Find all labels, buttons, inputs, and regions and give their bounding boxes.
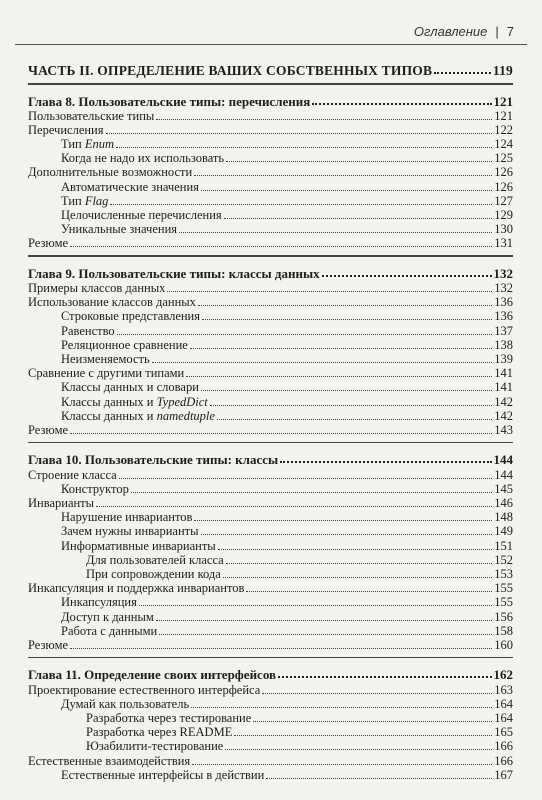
entry-title: Примеры классов данных xyxy=(28,281,166,296)
entry-page: 148 xyxy=(494,510,513,525)
toc-entry[interactable] xyxy=(28,581,513,595)
dot-leader xyxy=(119,478,493,479)
entry-title: Резюме xyxy=(28,422,69,437)
entry-title: Пользовательские типы xyxy=(28,108,155,123)
entry-page: 155 xyxy=(494,581,513,596)
dot-leader xyxy=(278,676,491,678)
toc-entry[interactable] xyxy=(28,151,513,165)
entry-page: 130 xyxy=(494,222,513,237)
entry-page: 131 xyxy=(494,236,513,251)
entry-page: 166 xyxy=(494,753,513,768)
dot-leader xyxy=(152,362,493,363)
entry-title: Строковые представления xyxy=(61,309,200,324)
toc-entry[interactable] xyxy=(28,595,513,609)
toc-entry[interactable] xyxy=(28,725,513,739)
toc-entry[interactable] xyxy=(28,352,513,366)
entry-title: Разработка через README xyxy=(86,725,233,740)
chapter-divider xyxy=(28,657,513,659)
entry-title: Классы данных и TypedDict xyxy=(61,394,208,409)
part-title: ЧАСТЬ II. ОПРЕДЕЛЕНИЕ ВАШИХ СОБСТВЕННЫХ ТИПОВ xyxy=(28,63,433,78)
part-heading[interactable] xyxy=(28,58,513,78)
toc-entry[interactable] xyxy=(28,553,513,567)
entry-title: Перечисления xyxy=(28,122,104,137)
dot-leader xyxy=(96,506,492,507)
toc-entry[interactable] xyxy=(28,394,513,408)
toc-entry[interactable] xyxy=(28,179,513,193)
entry-title: Резюме xyxy=(28,637,69,652)
entry-title: Резюме xyxy=(28,236,69,251)
dot-leader xyxy=(280,461,491,463)
entry-title: Уникальные значения xyxy=(61,222,178,237)
entry-page: 160 xyxy=(494,637,513,652)
entry-page: 136 xyxy=(494,309,513,324)
entry-page: 141 xyxy=(494,380,513,395)
toc-entry[interactable] xyxy=(28,366,513,380)
entry-title: Тип Enum xyxy=(61,137,114,152)
entry-title-italic: Flag xyxy=(84,193,109,208)
page-header xyxy=(0,0,542,46)
entry-title: Разработка через тестирование xyxy=(86,710,252,725)
entry-title: Классы данных и namedtuple xyxy=(61,408,215,423)
toc-entry[interactable] xyxy=(28,281,513,295)
entry-title: Целочисленные перечисления xyxy=(61,208,222,222)
toc-entry[interactable] xyxy=(28,482,513,496)
toc-entry[interactable] xyxy=(28,309,513,323)
entry-title: Работа с данными xyxy=(61,623,158,638)
header-rule xyxy=(15,44,527,45)
entry-title: Думай как пользователь xyxy=(61,696,190,711)
dot-leader xyxy=(202,319,492,320)
entry-page: 137 xyxy=(494,323,513,338)
dot-leader xyxy=(312,103,491,105)
dot-leader xyxy=(131,492,492,493)
dot-leader xyxy=(194,520,492,521)
dot-leader xyxy=(190,348,492,349)
entry-title: Когда не надо их использовать xyxy=(61,151,225,166)
entry-title: Сравнение с другими типами xyxy=(28,366,185,381)
chapter-title: Глава 11. Определение своих интерфейсов xyxy=(28,667,277,683)
entry-page: 156 xyxy=(494,609,513,624)
entry-title: Естественные взаимодействия xyxy=(28,753,191,768)
dot-leader xyxy=(179,232,492,233)
entry-page: 142 xyxy=(494,394,513,409)
entry-page: 121 xyxy=(494,108,513,123)
entry-page: 146 xyxy=(494,496,513,510)
dot-leader xyxy=(434,72,491,74)
chapter-title: Глава 8. Пользовательские типы: перечисления xyxy=(28,93,311,109)
entry-page: 163 xyxy=(494,682,513,697)
entry-page: 122 xyxy=(494,122,513,137)
dot-leader xyxy=(139,605,492,606)
toc-entry[interactable] xyxy=(28,624,513,638)
entry-page: 141 xyxy=(494,366,513,381)
toc-entry[interactable] xyxy=(28,609,513,623)
toc-entry[interactable] xyxy=(28,538,513,552)
entry-title: Информативные инварианты xyxy=(61,538,216,553)
dot-leader xyxy=(234,735,492,736)
dot-leader xyxy=(266,778,492,779)
entry-title: Доступ к данным xyxy=(61,609,154,624)
part-page: 119 xyxy=(492,63,513,78)
toc-entry[interactable] xyxy=(28,109,513,123)
dot-leader xyxy=(201,190,492,191)
entry-title: Конструктор xyxy=(61,481,129,496)
toc-entry[interactable] xyxy=(28,423,513,437)
entry-title: Юзабилити-тестирование xyxy=(86,739,224,754)
dot-leader xyxy=(106,133,493,134)
chapter-heading[interactable] xyxy=(28,264,513,281)
chapter-divider xyxy=(28,442,513,444)
dot-leader xyxy=(110,204,492,205)
dot-leader xyxy=(223,577,492,578)
entry-page: 166 xyxy=(494,739,513,754)
dot-leader xyxy=(159,634,492,635)
dot-leader xyxy=(70,648,492,649)
chapter-page: 144 xyxy=(493,452,513,468)
dot-leader xyxy=(217,419,492,420)
entry-title-italic: namedtuple xyxy=(156,408,215,423)
entry-page: 155 xyxy=(494,595,513,610)
entry-title: Инкапсуляция и поддержка инвариантов xyxy=(28,581,245,596)
entry-title: Дополнительные возможности xyxy=(28,165,193,180)
toc-entry[interactable] xyxy=(28,711,513,725)
chapter-divider xyxy=(28,83,513,85)
dot-leader xyxy=(194,175,492,176)
entry-page: 144 xyxy=(494,467,513,482)
entry-page: 145 xyxy=(494,481,513,496)
entry-page: 125 xyxy=(494,151,513,166)
entry-page: 164 xyxy=(494,696,513,711)
entry-page: 152 xyxy=(494,552,513,567)
chapter-title: Глава 9. Пользовательские типы: классы данных xyxy=(28,265,320,281)
entry-page: 165 xyxy=(494,725,513,740)
entry-page: 126 xyxy=(494,179,513,194)
chapter-page: 162 xyxy=(493,667,513,683)
dot-leader xyxy=(262,693,492,694)
entry-title: Автоматические значения xyxy=(61,179,199,194)
toc-entry[interactable] xyxy=(28,739,513,753)
entry-title: При сопровождении кода xyxy=(86,566,221,581)
toc-entry[interactable] xyxy=(28,524,513,538)
header-page-number: 7 xyxy=(506,24,514,39)
header-separator: | xyxy=(495,24,499,39)
dot-leader xyxy=(156,119,492,120)
toc-entry[interactable] xyxy=(28,496,513,510)
toc-entry[interactable] xyxy=(28,338,513,352)
entry-title: Инварианты xyxy=(28,496,95,510)
toc-entry[interactable] xyxy=(28,222,513,236)
chapter-list xyxy=(28,83,513,782)
entry-title: Равенство xyxy=(61,323,115,338)
dot-leader xyxy=(191,707,492,708)
chapter-divider xyxy=(28,255,513,257)
toc-entry[interactable] xyxy=(28,295,513,309)
toc-entry[interactable] xyxy=(28,208,513,222)
entry-title: Классы данных и словари xyxy=(61,380,199,395)
dot-leader xyxy=(116,147,492,148)
toc-entry[interactable] xyxy=(28,768,513,782)
dot-leader xyxy=(167,291,492,292)
toc-entry[interactable] xyxy=(28,567,513,581)
entry-title: Зачем нужны инварианты xyxy=(61,524,199,539)
running-header xyxy=(414,24,514,39)
entry-page: 124 xyxy=(494,137,513,152)
dot-leader xyxy=(201,534,493,535)
toc-entry[interactable] xyxy=(28,638,513,652)
toc-entry[interactable] xyxy=(28,137,513,151)
entry-page: 151 xyxy=(494,538,513,553)
entry-page: 167 xyxy=(494,767,513,782)
toc-entry[interactable] xyxy=(28,194,513,208)
toc-entry[interactable] xyxy=(28,682,513,696)
chapter-page: 121 xyxy=(493,93,513,109)
dot-leader xyxy=(224,218,493,219)
dot-leader xyxy=(70,433,492,434)
toc-entry[interactable] xyxy=(28,409,513,423)
toc-entry[interactable] xyxy=(28,380,513,394)
dot-leader xyxy=(201,390,492,391)
entry-title: Естественные интерфейсы в действии xyxy=(61,767,265,782)
dot-leader xyxy=(226,563,493,564)
entry-page: 143 xyxy=(494,422,513,437)
chapter-title: Глава 10. Пользовательские типы: классы xyxy=(28,452,279,468)
entry-title: Инкапсуляция xyxy=(61,595,137,610)
entry-page: 126 xyxy=(494,165,513,180)
dot-leader xyxy=(156,620,492,621)
dot-leader xyxy=(225,749,492,750)
entry-page: 132 xyxy=(494,281,513,296)
entry-title: Реляционное сравнение xyxy=(61,337,188,352)
dot-leader xyxy=(226,161,492,162)
dot-leader xyxy=(218,549,493,550)
entry-page: 153 xyxy=(494,566,513,581)
entry-title: Проектирование естественного интерфейса xyxy=(28,682,261,697)
table-of-contents xyxy=(28,58,513,782)
toc-entry[interactable] xyxy=(28,467,513,481)
toc-entry[interactable] xyxy=(28,236,513,250)
dot-leader xyxy=(198,305,492,306)
toc-entry[interactable] xyxy=(28,123,513,137)
header-title: Оглавление xyxy=(413,24,488,39)
dot-leader xyxy=(70,246,492,247)
chapter-heading[interactable] xyxy=(28,92,513,109)
entry-page: 138 xyxy=(494,337,513,352)
toc-entry[interactable] xyxy=(28,753,513,767)
entry-title: Неизменяемость xyxy=(61,352,150,366)
dot-leader xyxy=(246,591,492,592)
toc-entry[interactable] xyxy=(28,165,513,179)
entry-page: 129 xyxy=(494,208,513,222)
dot-leader xyxy=(322,275,492,277)
entry-page: 158 xyxy=(494,623,513,638)
entry-page: 139 xyxy=(494,352,513,366)
chapter-page: 132 xyxy=(493,265,513,281)
entry-title-italic: Enum xyxy=(84,137,114,152)
dot-leader xyxy=(253,721,492,722)
entry-page: 164 xyxy=(494,710,513,725)
dot-leader xyxy=(210,405,492,406)
toc-entry[interactable] xyxy=(28,697,513,711)
toc-entry[interactable] xyxy=(28,323,513,337)
toc-entry[interactable] xyxy=(28,510,513,524)
entry-title: Строение класса xyxy=(28,467,117,482)
entry-title: Нарушение инвариантов xyxy=(61,510,193,525)
dot-leader xyxy=(192,764,492,765)
entry-page: 149 xyxy=(494,524,513,539)
chapter-heading[interactable] xyxy=(28,665,513,682)
entry-page: 136 xyxy=(494,295,513,310)
entry-title-italic: TypedDict xyxy=(156,394,208,409)
entry-page: 142 xyxy=(494,408,513,423)
dot-leader xyxy=(117,334,493,335)
entry-page: 127 xyxy=(494,193,513,208)
dot-leader xyxy=(186,376,492,377)
chapter-heading[interactable] xyxy=(28,450,513,467)
entry-title: Использование классов данных xyxy=(28,295,196,310)
entry-title: Тип Flag xyxy=(61,193,109,208)
entry-title: Для пользователей класса xyxy=(86,552,224,567)
